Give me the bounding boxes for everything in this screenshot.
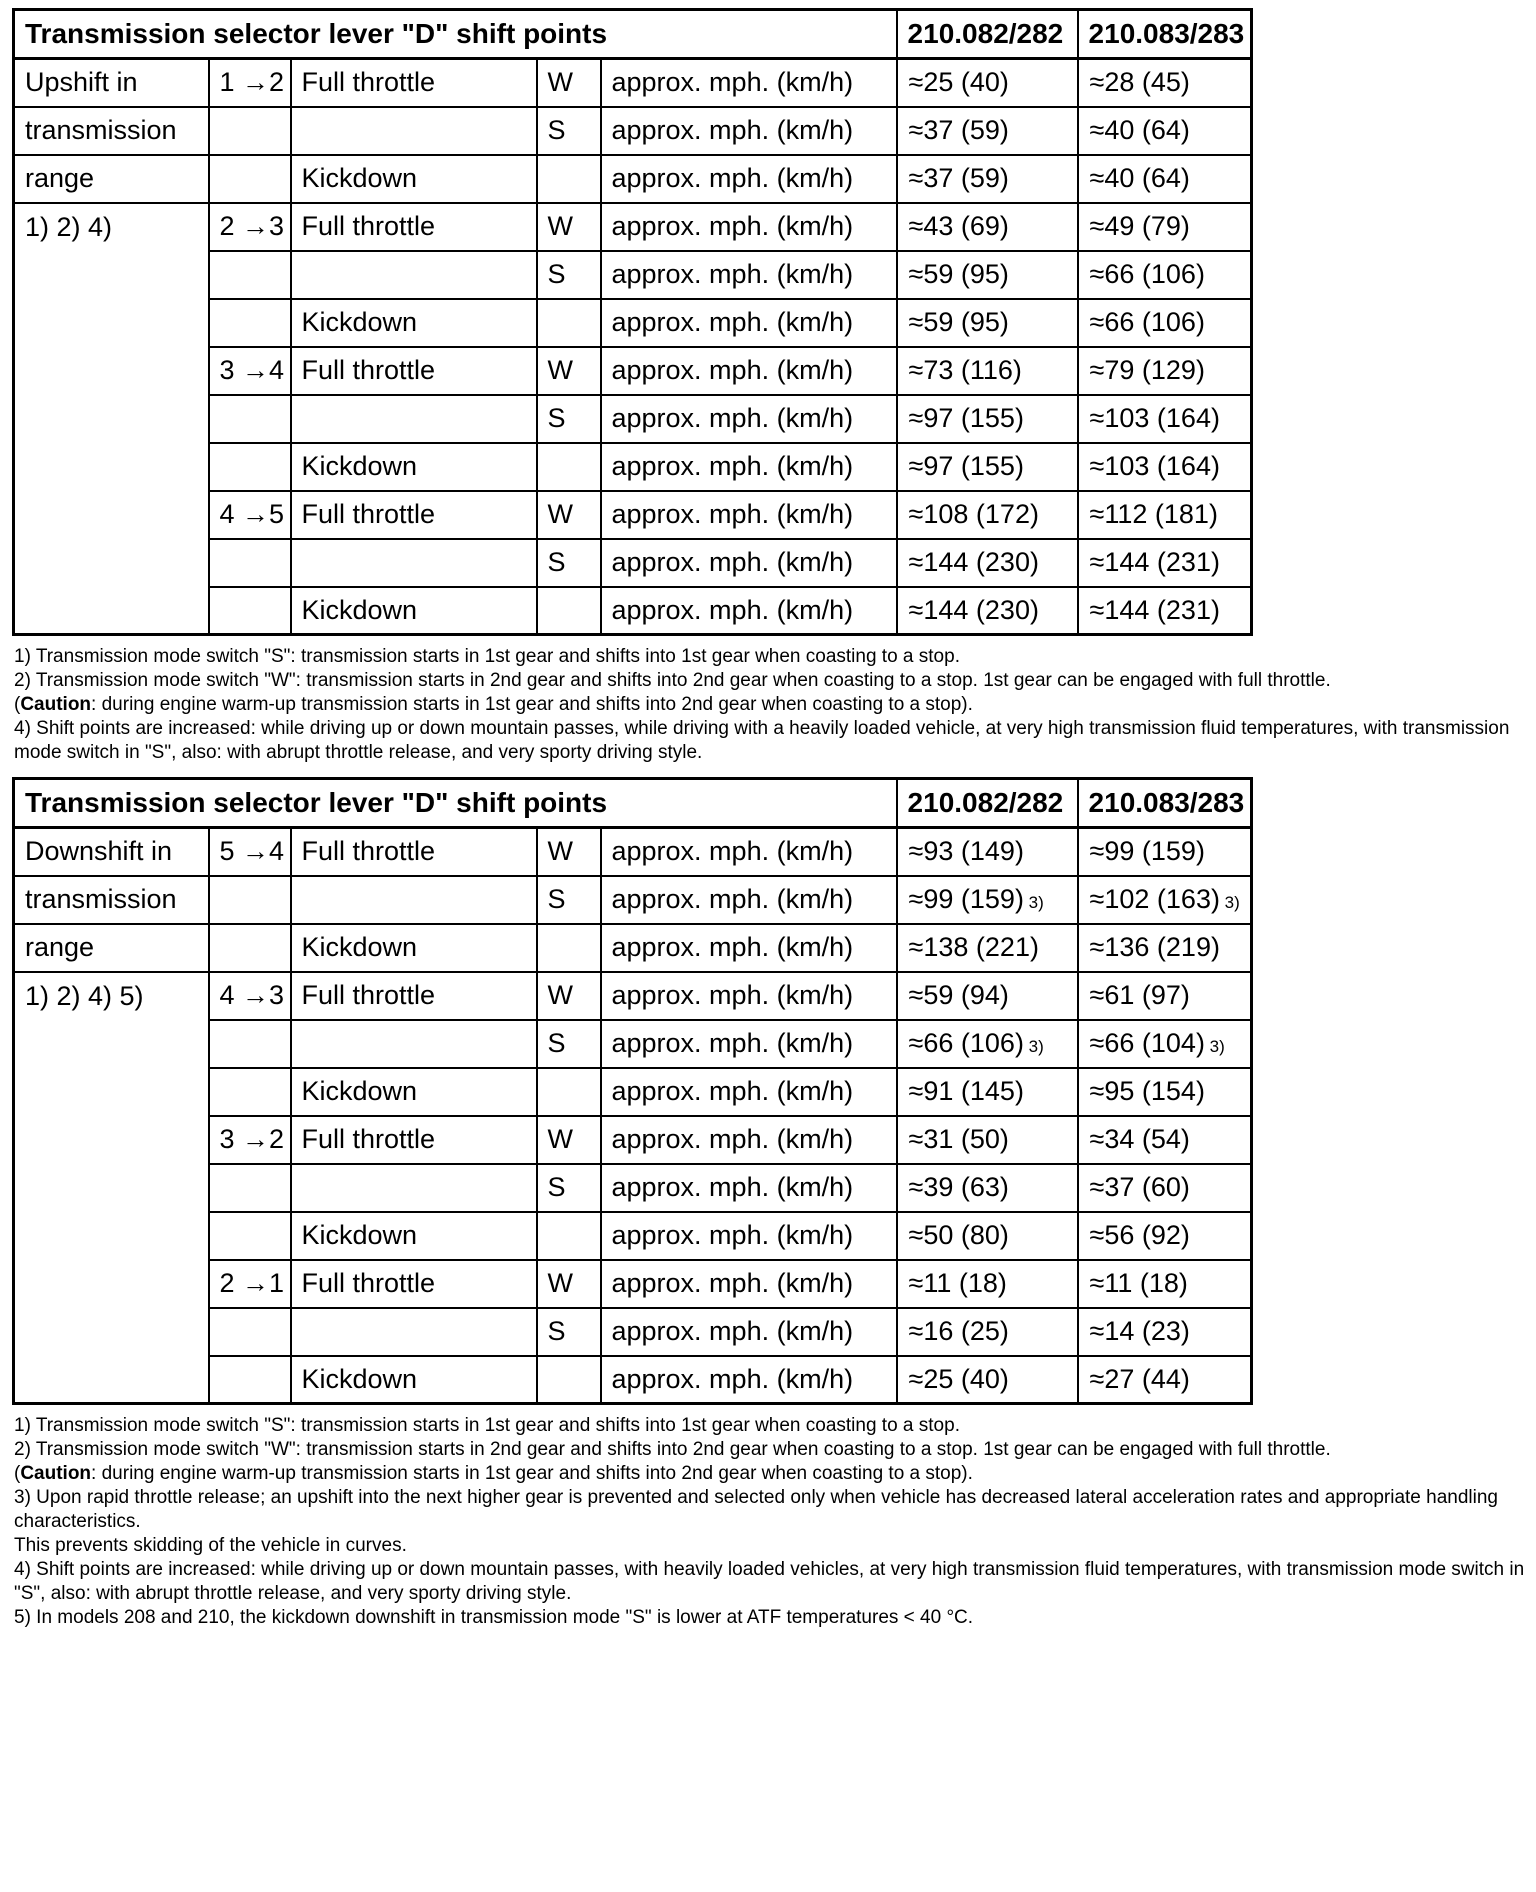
mode-switch-cell: S [537,1164,601,1212]
throttle-cell [291,539,537,587]
gear-change-cell [209,1164,291,1212]
throttle-cell: Kickdown [291,1068,537,1116]
unit-cell: approx. mph. (km/h) [601,203,897,251]
footnote-ref-mark: 3) [1023,893,1044,912]
gear-change-cell [209,587,291,635]
throttle-cell: Kickdown [291,1212,537,1260]
value-model-b: ≈11 (18) [1078,1260,1252,1308]
mode-switch-cell: W [537,1260,601,1308]
gear-change-cell: 2 →1 [209,1260,291,1308]
upshift-table [12,8,1253,636]
shift-point-row [14,155,1252,203]
value-model-b: ≈27 (44) [1078,1356,1252,1404]
mode-switch-cell: W [537,1116,601,1164]
throttle-cell: Kickdown [291,299,537,347]
value-model-b: ≈56 (92) [1078,1212,1252,1260]
value-model-b: ≈66 (106) [1078,251,1252,299]
footnote-line: 1) Transmission mode switch "S": transmission starts in 1st gear and shifts into 1st gear when coasting to a stop. [14,1415,960,1436]
value-model-b: ≈66 (106) [1078,299,1252,347]
footnote-line: 3) Upon rapid throttle release; an upshift into the next higher gear is prevented and selected only when vehicle has decreased lateral acceleration rates and appropriate handling characteristics. [14,1487,1498,1532]
value-model-b: ≈61 (97) [1078,972,1252,1020]
row-group-label: transmission [14,107,209,155]
footnote-ref-mark: 3) [1023,1037,1044,1056]
gear-change-cell: 2 →3 [209,203,291,251]
caution-label: Caution [20,694,92,715]
mode-switch-cell [537,1212,601,1260]
value-model-b: ≈40 (64) [1078,155,1252,203]
footnote-line: 1) Transmission mode switch "S": transmission starts in 1st gear and shifts into 1st gear when coasting to a stop. [14,646,960,667]
gear-change-cell: 1 →2 [209,59,291,107]
value-model-a: ≈25 (40) [897,1356,1078,1404]
footnote-refs: 1) 2) 4) 5) [14,972,209,1404]
value-model-a: ≈91 (145) [897,1068,1078,1116]
unit-cell: approx. mph. (km/h) [601,1116,897,1164]
unit-cell: approx. mph. (km/h) [601,972,897,1020]
throttle-cell: Full throttle [291,1260,537,1308]
value-model-a: ≈59 (95) [897,251,1078,299]
manual-page [12,8,1524,1630]
value-model-b: ≈37 (60) [1078,1164,1252,1212]
value-model-b: ≈112 (181) [1078,491,1252,539]
mode-switch-cell: W [537,347,601,395]
value-model-a: ≈66 (106) 3) [897,1020,1078,1068]
shift-point-row [14,972,1252,1020]
unit-cell: approx. mph. (km/h) [601,299,897,347]
mode-switch-cell [537,1356,601,1404]
value-model-a: ≈37 (59) [897,107,1078,155]
footnote-line: 4) Shift points are increased: while driving up or down mountain passes, while driving with a heavily loaded vehicle, at very high transmission fluid temperatures, with transmission mode switch in "S", also: with abrupt throttle release, and very sporty driving style. [14,718,1510,763]
value-model-b: ≈102 (163) 3) [1078,876,1252,924]
value-model-b: ≈144 (231) [1078,587,1252,635]
model-column-b: 210.083/283 [1078,779,1252,828]
shift-point-row [14,876,1252,924]
mode-switch-cell: S [537,1020,601,1068]
value-model-b: ≈49 (79) [1078,203,1252,251]
value-model-a: ≈97 (155) [897,395,1078,443]
footnote-line: (Caution: during engine warm-up transmission starts in 1st gear and shifts into 2nd gear when coasting to a stop). [14,1463,973,1484]
unit-cell: approx. mph. (km/h) [601,155,897,203]
model-column-b: 210.083/283 [1078,10,1252,59]
shift-point-row [14,924,1252,972]
footnote-line: 2) Transmission mode switch "W": transmission starts in 2nd gear and shifts into 2nd gear when coasting to a stop. 1st gear can be engaged with full throttle. [14,670,1331,691]
throttle-cell: Kickdown [291,924,537,972]
mode-switch-cell: S [537,539,601,587]
unit-cell: approx. mph. (km/h) [601,59,897,107]
mode-switch-cell: S [537,876,601,924]
downshift-footnotes [14,1414,1526,1630]
unit-cell: approx. mph. (km/h) [601,395,897,443]
upshift-header-row [14,10,1252,59]
downshift-header-row [14,779,1252,828]
unit-cell: approx. mph. (km/h) [601,1356,897,1404]
mode-switch-cell: S [537,251,601,299]
value-model-a: ≈25 (40) [897,59,1078,107]
unit-cell: approx. mph. (km/h) [601,1068,897,1116]
value-model-a: ≈93 (149) [897,828,1078,876]
row-group-label: Upshift in [14,59,209,107]
unit-cell: approx. mph. (km/h) [601,1308,897,1356]
footnote-line: 5) In models 208 and 210, the kickdown downshift in transmission mode "S" is lower at ATF temperatures < 40 °C. [14,1607,974,1628]
gear-change-cell: 5 →4 [209,828,291,876]
value-model-b: ≈144 (231) [1078,539,1252,587]
throttle-cell: Full throttle [291,203,537,251]
footnote-line: 2) Transmission mode switch "W": transmission starts in 2nd gear and shifts into 2nd gear when coasting to a stop. 1st gear can be engaged with full throttle. [14,1439,1331,1460]
value-model-a: ≈138 (221) [897,924,1078,972]
value-model-a: ≈31 (50) [897,1116,1078,1164]
value-model-b: ≈99 (159) [1078,828,1252,876]
mode-switch-cell [537,299,601,347]
value-model-a: ≈50 (80) [897,1212,1078,1260]
model-column-a: 210.082/282 [897,779,1078,828]
gear-change-cell: 3 →2 [209,1116,291,1164]
footnote-ref-mark: 3) [1204,1037,1225,1056]
value-model-b: ≈40 (64) [1078,107,1252,155]
mode-switch-cell [537,1068,601,1116]
throttle-cell [291,251,537,299]
footnote-refs: 1) 2) 4) [14,203,209,635]
value-model-a: ≈11 (18) [897,1260,1078,1308]
unit-cell: approx. mph. (km/h) [601,491,897,539]
unit-cell: approx. mph. (km/h) [601,828,897,876]
throttle-cell: Full throttle [291,828,537,876]
row-group-label: range [14,155,209,203]
unit-cell: approx. mph. (km/h) [601,347,897,395]
mode-switch-cell: S [537,395,601,443]
mode-switch-cell: W [537,491,601,539]
value-model-b: ≈103 (164) [1078,443,1252,491]
mode-switch-cell: W [537,828,601,876]
footnote-line: This prevents skidding of the vehicle in curves. [14,1535,407,1556]
gear-change-cell [209,1356,291,1404]
downshift-table-title: Transmission selector lever "D" shift points [14,779,897,828]
throttle-cell: Kickdown [291,155,537,203]
value-model-b: ≈136 (219) [1078,924,1252,972]
throttle-cell: Full throttle [291,59,537,107]
unit-cell: approx. mph. (km/h) [601,1260,897,1308]
value-model-a: ≈59 (94) [897,972,1078,1020]
mode-switch-cell [537,587,601,635]
unit-cell: approx. mph. (km/h) [601,1164,897,1212]
gear-change-cell [209,155,291,203]
gear-change-cell [209,924,291,972]
value-model-a: ≈144 (230) [897,587,1078,635]
value-model-b: ≈66 (104) 3) [1078,1020,1252,1068]
throttle-cell [291,395,537,443]
value-model-a: ≈43 (69) [897,203,1078,251]
row-group-label: range [14,924,209,972]
value-model-a: ≈73 (116) [897,347,1078,395]
gear-change-cell [209,539,291,587]
value-model-b: ≈103 (164) [1078,395,1252,443]
gear-change-cell: 3 →4 [209,347,291,395]
value-model-a: ≈99 (159) 3) [897,876,1078,924]
throttle-cell: Kickdown [291,587,537,635]
unit-cell: approx. mph. (km/h) [601,924,897,972]
value-model-a: ≈144 (230) [897,539,1078,587]
gear-change-cell [209,1020,291,1068]
gear-change-cell [209,876,291,924]
unit-cell: approx. mph. (km/h) [601,251,897,299]
shift-point-row [14,107,1252,155]
mode-switch-cell: W [537,972,601,1020]
footnote-line: 4) Shift points are increased: while driving up or down mountain passes, with heavily loaded vehicles, at very high transmission fluid temperatures, with transmission mode switch in "S", also: with abrupt throttle release, and very sporty driving style. [14,1559,1525,1604]
gear-change-cell [209,299,291,347]
gear-change-cell [209,395,291,443]
shift-point-row [14,828,1252,876]
gear-change-cell [209,443,291,491]
upshift-table-title: Transmission selector lever "D" shift points [14,10,897,59]
throttle-cell: Full throttle [291,491,537,539]
throttle-cell [291,107,537,155]
unit-cell: approx. mph. (km/h) [601,539,897,587]
model-column-a: 210.082/282 [897,10,1078,59]
throttle-cell [291,1020,537,1068]
mode-switch-cell: S [537,107,601,155]
row-group-label: Downshift in [14,828,209,876]
value-model-a: ≈97 (155) [897,443,1078,491]
value-model-a: ≈39 (63) [897,1164,1078,1212]
value-model-a: ≈16 (25) [897,1308,1078,1356]
unit-cell: approx. mph. (km/h) [601,587,897,635]
gear-change-cell [209,1212,291,1260]
value-model-b: ≈28 (45) [1078,59,1252,107]
mode-switch-cell [537,155,601,203]
upshift-footnotes [14,645,1526,765]
unit-cell: approx. mph. (km/h) [601,107,897,155]
value-model-a: ≈37 (59) [897,155,1078,203]
gear-change-cell [209,1068,291,1116]
unit-cell: approx. mph. (km/h) [601,876,897,924]
throttle-cell [291,1164,537,1212]
value-model-b: ≈79 (129) [1078,347,1252,395]
value-model-b: ≈34 (54) [1078,1116,1252,1164]
unit-cell: approx. mph. (km/h) [601,443,897,491]
gear-change-cell [209,1308,291,1356]
footnote-line: (Caution: during engine warm-up transmission starts in 1st gear and shifts into 2nd gear when coasting to a stop). [14,694,973,715]
value-model-b: ≈14 (23) [1078,1308,1252,1356]
caution-label: Caution [20,1463,92,1484]
throttle-cell: Full throttle [291,347,537,395]
throttle-cell [291,1308,537,1356]
throttle-cell [291,876,537,924]
throttle-cell: Kickdown [291,443,537,491]
mode-switch-cell: W [537,59,601,107]
throttle-cell: Full throttle [291,1116,537,1164]
unit-cell: approx. mph. (km/h) [601,1020,897,1068]
footnote-ref-mark: 3) [1219,893,1240,912]
gear-change-cell [209,251,291,299]
value-model-a: ≈59 (95) [897,299,1078,347]
shift-point-row [14,203,1252,251]
mode-switch-cell [537,443,601,491]
gear-change-cell [209,107,291,155]
throttle-cell: Full throttle [291,972,537,1020]
throttle-cell: Kickdown [291,1356,537,1404]
shift-point-row [14,59,1252,107]
downshift-table [12,777,1253,1405]
value-model-b: ≈95 (154) [1078,1068,1252,1116]
gear-change-cell: 4 →5 [209,491,291,539]
row-group-label: transmission [14,876,209,924]
mode-switch-cell: S [537,1308,601,1356]
gear-change-cell: 4 →3 [209,972,291,1020]
mode-switch-cell: W [537,203,601,251]
mode-switch-cell [537,924,601,972]
unit-cell: approx. mph. (km/h) [601,1212,897,1260]
value-model-a: ≈108 (172) [897,491,1078,539]
